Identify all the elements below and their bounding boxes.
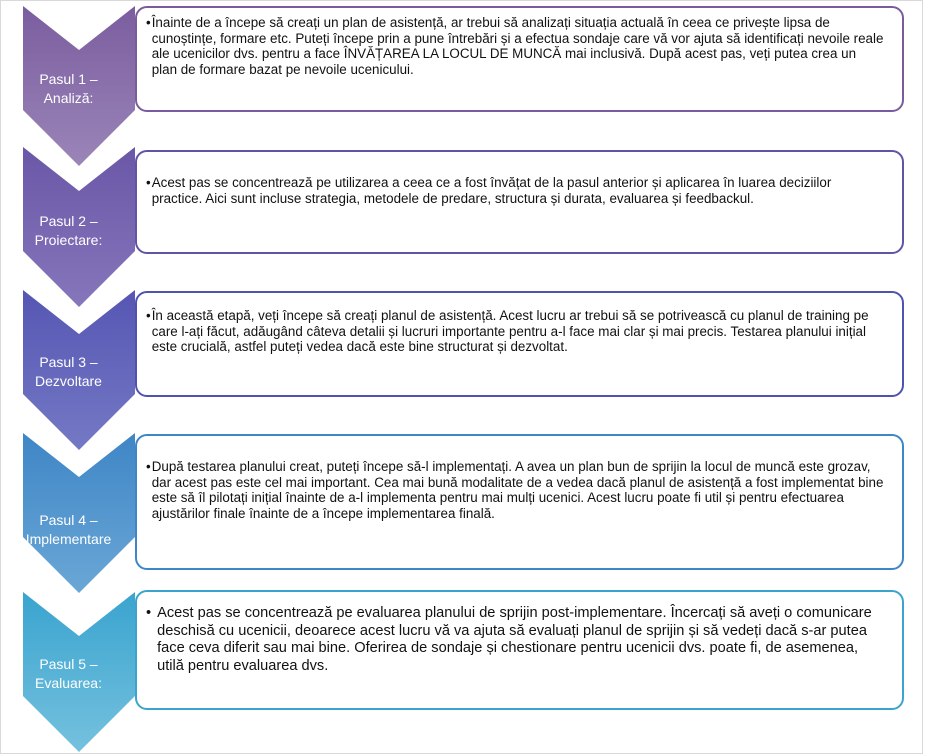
step-5-card — [135, 590, 904, 710]
step-4-label-line2: Implementare — [25, 531, 112, 547]
step-4-bullet — [146, 459, 884, 521]
step-1-text: Înainte de a începe să creați un plan de asistență, ar trebui să analizați situația actuală în ceea ce privește lipsa de cunoștințe, formare etc. Puteți începe prin a pune întrebări și a efectua sondaje care vă vor ajuta să identificați nevoile reale ale ucenicilor dvs. pentru a face ÎNVĂȚAREA LA LOCUL DE MUNCĂ mai inclusivă. După acest pas, veți putea crea un plan de formare bazat pe nevoile ucenicului. — [151, 15, 884, 77]
step-4-text: După testarea planului creat, puteți începe să-l implementați. A avea un plan bun de sprijin la locul de muncă este grozav, dar acest pas este cel mai important. Cea mai bună modalitate de a vedea dacă planul de asistență a fost implementat bine este să îl pilotați inițial înainte de a-l implementa pentru mai mulți ucenici. Acest lucru poate fi util și pentru efectuarea ajustărilor finale înainte de a începe implementarea finală. — [151, 459, 884, 521]
step-1-card — [135, 6, 904, 112]
step-5-text: Acest pas se concentrează pe evaluarea planului de sprijin post-implementare. Încercați să aveți o comunicare deschisă cu ucenicii, deoarece acest lucru vă va ajuta să evaluați planul de sprijin și să vedeți dacă s-ar putea face ceva diferit sau mai bine. Oferirea de sondaje și chestionare pentru ucenicii dvs. poate fi, de asemenea, utilă pentru evaluarea dvs. — [157, 605, 872, 674]
step-3-label-line2: Dezvoltare — [35, 373, 102, 389]
step-1-label-line2: Analiză: — [43, 90, 94, 106]
bullet-mark: • — [146, 605, 152, 621]
step-2-label — [0, 212, 137, 250]
step-4-label-line1: Pasul 4 – — [39, 512, 98, 528]
step-2-label-line1: Pasul 2 – — [39, 213, 98, 229]
step-1-label — [0, 70, 137, 108]
step-3-bullet — [146, 308, 884, 355]
bullet-mark: • — [146, 15, 151, 30]
step-5-label-line2: Evaluarea: — [35, 675, 102, 691]
step-3-text: În această etapă, veți începe să creați planul de asistență. Acest lucru ar trebui să se potrivească cu planul de training pe care l-ați făcut, adăugând câteva detalii și lucruri importante pentru a-l face mai clar și mai precis. Testarea planului inițial este crucială, astfel puteți vedea dacă este bine structurat și dezvoltat. — [151, 308, 869, 355]
step-3-label — [0, 353, 137, 391]
step-4-card — [135, 434, 904, 570]
step-2-text: Acest pas se concentrează pe utilizarea a ceea ce a fost învățat de la pasul anterior și aplicarea în luarea deciziilor practice. Aici sunt incluse strategia, metodele de predare, structura și durata, evaluarea și feedbackul. — [151, 175, 832, 206]
step-1-bullet — [146, 15, 884, 77]
bullet-mark: • — [146, 308, 151, 323]
step-4-label — [0, 511, 137, 549]
step-2-bullet — [146, 175, 884, 206]
step-2-card — [135, 150, 904, 254]
bullet-mark: • — [146, 175, 151, 190]
step-5-bullet — [146, 605, 884, 675]
step-3-card — [135, 291, 904, 397]
step-5-label-line1: Pasul 5 – — [39, 656, 98, 672]
step-2-label-line2: Proiectare: — [34, 232, 103, 248]
step-1-label-line1: Pasul 1 – — [39, 71, 98, 87]
step-3-label-line1: Pasul 3 – — [39, 354, 98, 370]
step-5-label — [0, 655, 137, 693]
bullet-mark: • — [146, 459, 151, 474]
